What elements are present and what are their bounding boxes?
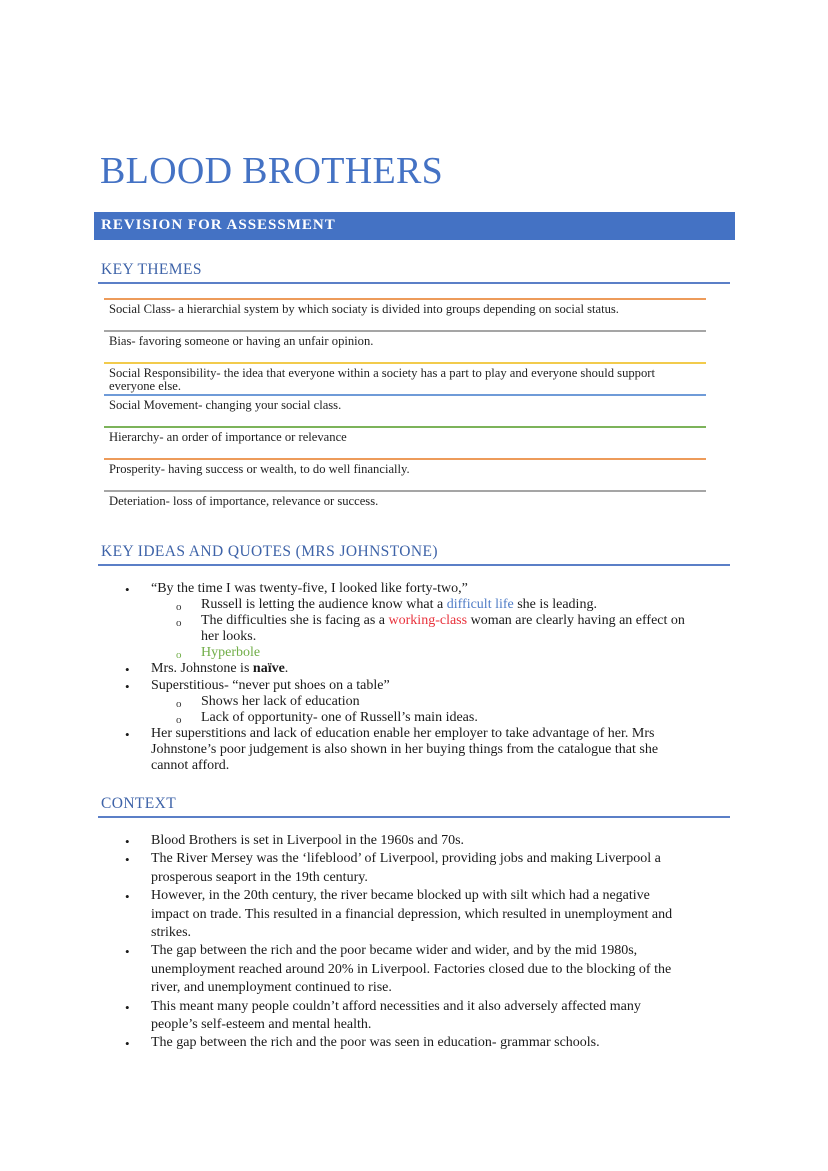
text-segment: The difficulties she is facing as a <box>201 613 389 628</box>
bullet-icon: • <box>125 889 130 905</box>
highlight-difficult-life: difficult life <box>446 597 514 612</box>
hyperbole-label: Hyperbole <box>201 645 261 660</box>
list-item <box>201 597 597 614</box>
context-heading: CONTEXT <box>101 795 177 812</box>
sub-bullet-icon: o <box>176 649 182 661</box>
theme-separator-line <box>104 426 706 428</box>
list-item-continuation: Johnstone’s poor judgement is also shown in her buying things from the catalogue that she <box>151 742 659 757</box>
theme-row: Social Movement- changing your social class. <box>109 398 342 412</box>
text-segment: Mrs. Johnstone is <box>151 661 253 676</box>
text-segment: woman are clearly having an effect on <box>467 613 685 628</box>
list-item: Lack of opportunity- one of Russell’s main ideas. <box>201 710 478 725</box>
context-item: This meant many people couldn’t afford necessities and it also adversely affected many <box>151 998 641 1014</box>
context-item: The gap between the rich and the poor became wider and wider, and by the mid 1980s, <box>151 943 638 959</box>
key-ideas-heading: KEY IDEAS AND QUOTES (MRS JOHNSTONE) <box>101 543 438 560</box>
theme-separator-line <box>104 298 706 300</box>
theme-separator-line <box>104 362 706 364</box>
context-item: The River Mersey was the ‘lifeblood’ of Liverpool, providing jobs and making Liverpool a <box>151 851 661 867</box>
text-segment: she is leading. <box>513 597 597 612</box>
sub-bullet-icon: o <box>176 714 182 726</box>
theme-row: Prosperity- having success or wealth, to do well financially. <box>109 462 410 476</box>
bullet-icon: • <box>125 662 130 677</box>
list-item: Her superstitions and lack of education enable her employer to take advantage of her. Mrs <box>151 726 655 741</box>
list-item: Shows her lack of education <box>201 694 360 709</box>
highlight-working-class: working-class <box>388 613 468 628</box>
list-item <box>151 661 288 678</box>
bullet-icon: • <box>125 727 130 742</box>
context-item-continuation: strikes. <box>151 925 192 940</box>
bullet-icon: • <box>125 999 130 1015</box>
sub-bullet-icon: o <box>176 698 182 710</box>
list-item-continuation: cannot afford. <box>151 758 230 773</box>
context-item: The gap between the rich and the poor was seen in education- grammar schools. <box>151 1035 600 1051</box>
bullet-icon: • <box>125 1036 130 1052</box>
bullet-icon: • <box>125 582 130 597</box>
bullet-icon: • <box>125 679 130 694</box>
document-title: BLOOD BROTHERS <box>100 150 444 192</box>
bullet-icon: • <box>125 852 130 868</box>
sub-bullet-icon: o <box>176 617 182 629</box>
theme-row: Social Responsibility- the idea that everyone within a society has a part to play and everyone should support everyone else. <box>109 366 655 393</box>
context-item: However, in the 20th century, the river became blocked up with silt which had a negative <box>151 888 650 904</box>
context-item-continuation: impact on trade. This resulted in a financial depression, which resulted in unemployment and <box>151 906 673 922</box>
text-segment: Russell is letting the audience know what a <box>201 597 447 612</box>
context-item-continuation: people’s self-esteem and mental health. <box>151 1017 372 1032</box>
revision-banner <box>94 212 735 240</box>
theme-row: Bias- favoring someone or having an unfair opinion. <box>109 334 374 348</box>
list-item: Superstitious- “never put shoes on a table” <box>151 678 390 693</box>
context-item: Blood Brothers is set in Liverpool in the 1960s and 70s. <box>151 833 465 848</box>
theme-separator-line <box>104 458 706 460</box>
context-item-continuation: prosperous seaport in the 19th century. <box>151 869 368 885</box>
context-rule <box>98 816 730 818</box>
banner-text: REVISION FOR ASSESSMENT <box>101 217 336 233</box>
bullet-icon: • <box>125 834 130 849</box>
context-item-continuation: river, and unemployment continued to rise. <box>151 980 392 996</box>
list-item-continuation: her looks. <box>201 629 257 644</box>
naive-bold: naïve <box>252 661 285 676</box>
bullet-icon: • <box>125 944 130 960</box>
theme-row: Deteriation- loss of importance, relevance or success. <box>109 494 379 508</box>
quote-text: “By the time I was twenty-five, I looked like forty-two,” <box>151 581 468 596</box>
context-item-continuation: unemployment reached around 20% in Liverpool. Factories closed due to the blocking of the <box>151 961 672 977</box>
text-segment: . <box>284 661 289 676</box>
theme-separator-line <box>104 490 706 492</box>
list-item <box>201 613 685 630</box>
sub-bullet-icon: o <box>176 601 182 613</box>
theme-row: Hierarchy- an order of importance or relevance <box>109 430 347 444</box>
theme-separator-line <box>104 330 706 332</box>
theme-separator-line <box>104 394 706 396</box>
key-themes-rule <box>98 282 730 284</box>
key-ideas-rule <box>98 564 730 566</box>
key-themes-heading: KEY THEMES <box>101 261 202 278</box>
theme-row: Social Class- a hierarchial system by which sociaty is divided into groups depending on social status. <box>109 302 619 316</box>
